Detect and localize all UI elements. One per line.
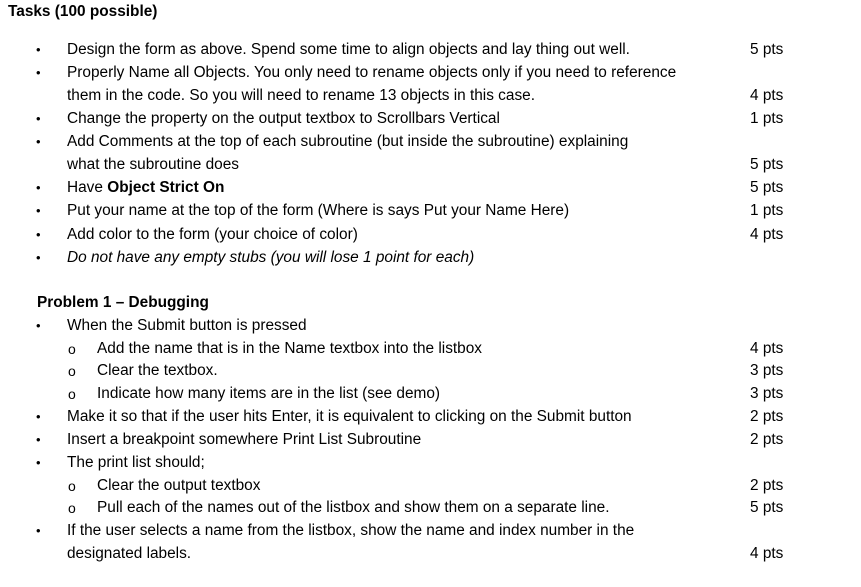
bullet-icon: •: [36, 318, 41, 333]
p1-sub-4-points: 2 pts: [750, 477, 784, 494]
sub-bullet-icon: o: [68, 386, 76, 402]
task-2-points: 4 pts: [750, 87, 784, 104]
sub-bullet-icon: o: [68, 478, 76, 494]
p1-sub-1-points: 4 pts: [750, 340, 784, 357]
bullet-icon: •: [36, 134, 41, 149]
p1-item-5-line-2: designated labels.: [67, 545, 192, 562]
p1-sub-2-points: 3 pts: [750, 362, 784, 379]
p1-item-3-text: Insert a breakpoint somewhere Print List Subroutine: [67, 431, 422, 448]
sub-bullet-icon: o: [68, 363, 76, 379]
task-1-points: 5 pts: [750, 41, 784, 58]
bullet-icon: •: [36, 432, 41, 447]
bullet-icon: •: [36, 455, 41, 470]
task-4-line-2: what the subroutine does: [67, 156, 239, 173]
p1-sub-5-text: Pull each of the names out of the listbox and show them on a separate line.: [97, 499, 610, 516]
task-2-line-1: Properly Name all Objects. You only need to rename objects only if you need to reference: [67, 64, 677, 81]
p1-sub-3-points: 3 pts: [750, 385, 784, 402]
bullet-icon: •: [36, 180, 41, 195]
task-7-text: Add color to the form (your choice of color): [67, 226, 358, 243]
bullet-icon: •: [36, 250, 41, 265]
task-6-text: Put your name at the top of the form (Where is says Put your Name Here): [67, 202, 570, 219]
bullet-icon: •: [36, 227, 41, 242]
bullet-icon: •: [36, 111, 41, 126]
p1-item-5-points: 4 pts: [750, 545, 784, 562]
task-5-points: 5 pts: [750, 179, 784, 196]
task-6-points: 1 pts: [750, 202, 784, 219]
p1-sub-3-text: Indicate how many items are in the list (see demo): [97, 385, 441, 402]
task-2-line-2: them in the code. So you will need to rename 13 objects in this case.: [67, 87, 535, 104]
bullet-icon: •: [36, 65, 41, 80]
problem-1-heading: Problem 1 – Debugging: [37, 294, 209, 311]
sub-bullet-icon: o: [68, 500, 76, 516]
sub-bullet-icon: o: [68, 341, 76, 357]
task-5-bold: Object Strict On: [107, 179, 225, 196]
task-4-points: 5 pts: [750, 156, 784, 173]
p1-sub-5-points: 5 pts: [750, 499, 784, 516]
p1-sub-1-text: Add the name that is in the Name textbox into the listbox: [97, 340, 482, 357]
bullet-icon: •: [36, 42, 41, 57]
task-5-text: [67, 179, 224, 197]
task-1-text: Design the form as above. Spend some time to align objects and lay thing out well.: [67, 41, 630, 58]
p1-item-2-points: 2 pts: [750, 408, 784, 425]
p1-item-1-text: When the Submit button is pressed: [67, 317, 307, 334]
task-8-text: Do not have any empty stubs (you will lose 1 point for each): [67, 249, 475, 266]
task-3-text: Change the property on the output textbox to Scrollbars Vertical: [67, 110, 500, 127]
task-3-points: 1 pts: [750, 110, 784, 127]
bullet-icon: •: [36, 203, 41, 218]
bullet-icon: •: [36, 523, 41, 538]
p1-item-2-text: Make it so that if the user hits Enter, it is equivalent to clicking on the Submit button: [67, 408, 632, 425]
task-5-prefix: Have: [67, 179, 108, 196]
p1-sub-4-text: Clear the output textbox: [97, 477, 261, 494]
p1-item-4-text: The print list should;: [67, 454, 205, 471]
task-4-line-1: Add Comments at the top of each subroutine (but inside the subroutine) explaining: [67, 133, 629, 150]
tasks-heading: Tasks (100 possible): [8, 3, 158, 20]
task-7-points: 4 pts: [750, 226, 784, 243]
p1-item-3-points: 2 pts: [750, 431, 784, 448]
p1-item-5-line-1: If the user selects a name from the listbox, show the name and index number in the: [67, 522, 635, 539]
p1-sub-2-text: Clear the textbox.: [97, 362, 218, 379]
bullet-icon: •: [36, 409, 41, 424]
